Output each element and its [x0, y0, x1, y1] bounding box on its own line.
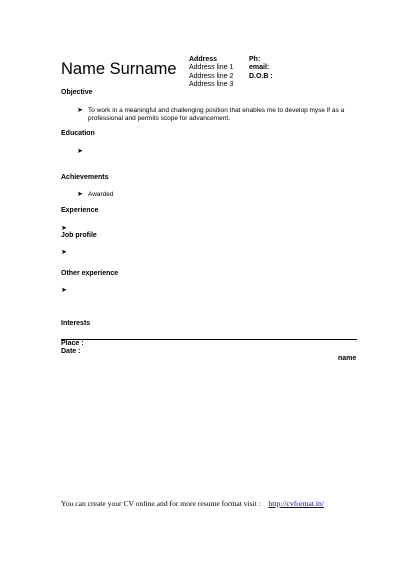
candidate-name: Name Surname: [61, 60, 177, 78]
objective-heading: Objective: [61, 89, 93, 96]
cvformat-link[interactable]: http://cvformat.in/: [268, 499, 324, 508]
interests-heading: Interests: [61, 320, 91, 327]
address-label: Address: [189, 56, 218, 63]
address-block: [189, 56, 233, 90]
address-line-2: Address line 2: [189, 72, 234, 80]
education-heading: Education: [61, 130, 95, 137]
arrowhead-bullet-icon: ➤: [61, 225, 67, 232]
contact-block: [249, 56, 273, 81]
email-label: email:: [249, 64, 270, 72]
arrowhead-bullet-icon: ➤: [77, 107, 83, 114]
arrowhead-bullet-icon: ➤: [77, 191, 83, 198]
address-line-3: Address line 3: [189, 81, 234, 89]
footer-text: You can create your CV online and for more resume format visit :: [61, 499, 261, 508]
achievements-heading: Achievements: [61, 174, 109, 181]
education-bullet: [77, 148, 88, 156]
objective-text: To work in a meaningful and challenging position that enables me to develop myse lf as a professional and permits scope for advancement.: [88, 107, 345, 123]
other-experience-heading: Other experience: [61, 270, 119, 277]
experience-heading: Experience: [61, 207, 99, 214]
phone-label: Ph:: [249, 56, 261, 63]
achievement-item: Awarded: [88, 191, 114, 198]
job-profile-heading: Job profile: [61, 232, 97, 239]
dob-label: D.O.B :: [249, 72, 273, 80]
footer-note: [61, 499, 324, 508]
arrowhead-bullet-icon: ➤: [77, 148, 83, 155]
objective-bullet: [77, 107, 88, 115]
arrowhead-bullet-icon: ➤: [61, 287, 67, 294]
signature-name-label: name: [338, 355, 357, 362]
arrowhead-bullet-icon: ➤: [61, 249, 67, 256]
achievements-bullet: [77, 191, 114, 199]
date-label: Date :: [61, 348, 81, 355]
place-label: Place :: [61, 340, 84, 347]
address-line-1: Address line 1: [189, 64, 234, 72]
section-divider: [61, 339, 357, 340]
